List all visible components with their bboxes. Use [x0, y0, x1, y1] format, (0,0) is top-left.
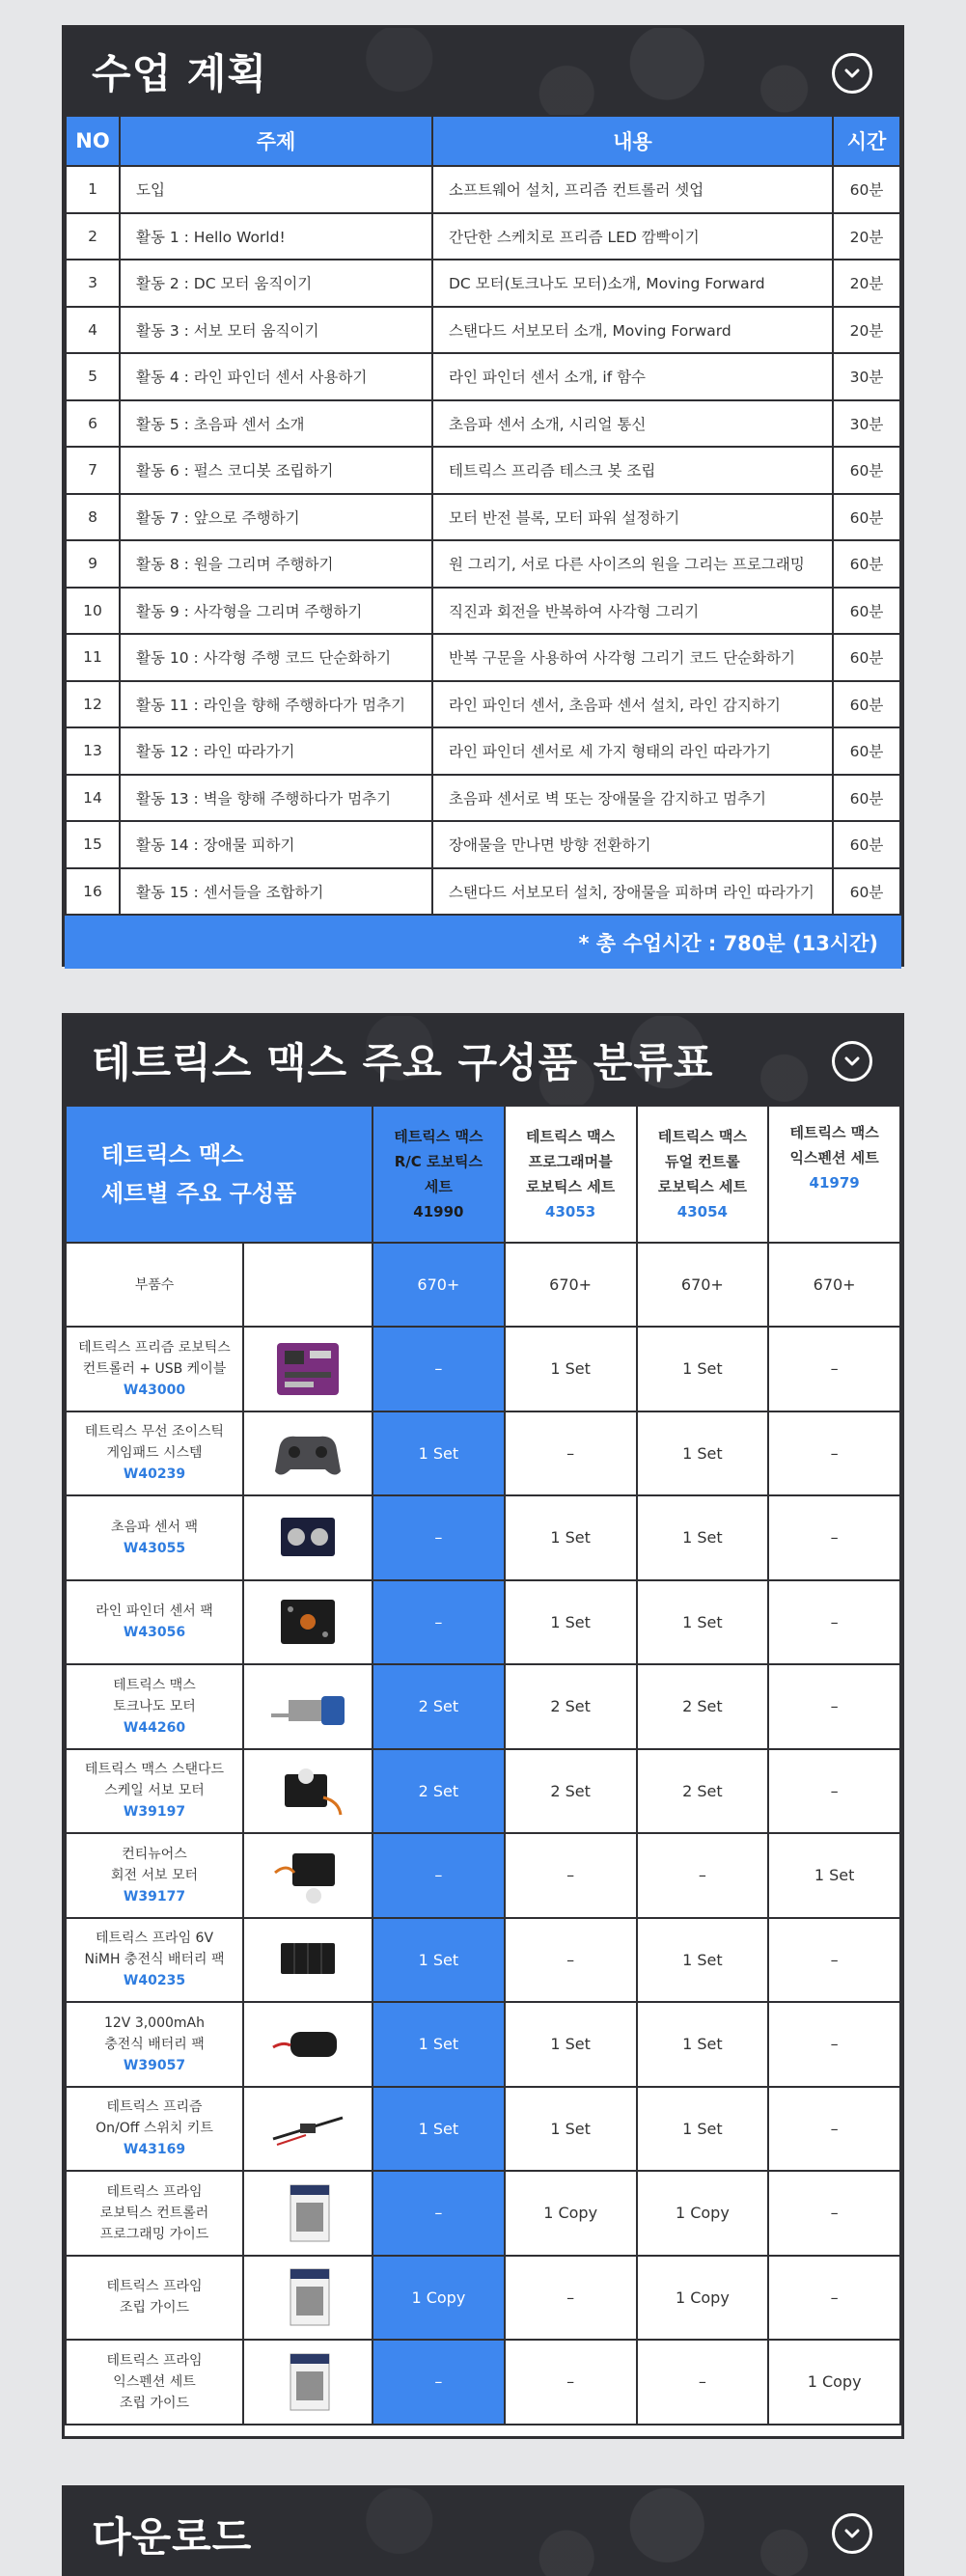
- component-row: [66, 1495, 900, 1580]
- lesson-plan-table: [65, 115, 901, 916]
- component-name-line: 충전식 배터리 팩: [104, 2036, 205, 2052]
- component-row: [66, 2087, 900, 2172]
- row-content: 모터 반전 블록, 모터 파워 설정하기: [432, 494, 833, 541]
- component-name-line: On/Off 스위치 키트: [96, 2121, 213, 2137]
- component-quantity: 2 Set: [637, 1664, 769, 1749]
- lesson-plan-header: [65, 28, 901, 115]
- row-content: 테트릭스 프리즘 테스크 봇 조립: [432, 447, 833, 494]
- component-row: [66, 1411, 900, 1496]
- component-name-line: 로보틱스 컨트롤러: [99, 2205, 209, 2221]
- row-number: 5: [66, 353, 120, 400]
- component-name-line: 스케일 서보 모터: [104, 1783, 205, 1799]
- component-quantity: 1 Copy: [637, 2256, 769, 2341]
- component-quantity: 1 Copy: [505, 2171, 637, 2256]
- component-quantity: –: [373, 1833, 505, 1918]
- servo-motor-icon: [267, 1781, 348, 1799]
- set-name-line: 테트릭스 맥스: [394, 1128, 483, 1145]
- component-image-cell: [243, 1495, 373, 1580]
- row-time: 60분: [833, 821, 900, 868]
- component-quantity: –: [505, 1411, 637, 1496]
- component-name-line: 라인 파인더 센서 팩: [96, 1603, 213, 1620]
- col-no: NO: [66, 116, 120, 166]
- empty-image-cell: [243, 1243, 373, 1327]
- component-name-line: 컨티뉴어스: [122, 1846, 187, 1862]
- table-row: [66, 494, 900, 541]
- download-title: 다운로드: [92, 2513, 253, 2561]
- component-name-line: 테트릭스 프라임: [106, 2183, 203, 2200]
- row-time: 60분: [833, 494, 900, 541]
- component-quantity: 1 Set: [373, 1918, 505, 2003]
- component-quantity: –: [768, 2002, 900, 2087]
- component-row: [66, 1580, 900, 1665]
- switch-kit-icon: [267, 2119, 348, 2137]
- component-name-cell: [66, 1327, 243, 1411]
- set-code: 41979: [809, 1174, 860, 1192]
- controller-board-icon: [267, 1358, 348, 1377]
- row-content: 반복 구문을 사용하여 사각형 그리기 코드 단순화하기: [432, 634, 833, 681]
- row-topic: 활동 9 : 사각형을 그리며 주행하기: [120, 588, 432, 635]
- row-topic: 활동 15 : 센서들을 조합하기: [120, 868, 432, 916]
- part-count-value: 670+: [505, 1243, 637, 1327]
- row-time: 30분: [833, 400, 900, 448]
- component-quantity: –: [768, 2256, 900, 2341]
- row-content: 간단한 스케치로 프리즘 LED 깜빡이기: [432, 213, 833, 260]
- row-number: 16: [66, 868, 120, 916]
- row-number: 10: [66, 588, 120, 635]
- col-time: 시간: [833, 116, 900, 166]
- lesson-plan-panel: [62, 25, 904, 967]
- table-row: [66, 353, 900, 400]
- component-name-cell: [66, 1411, 243, 1496]
- component-quantity: –: [768, 1664, 900, 1749]
- component-quantity: –: [505, 2340, 637, 2425]
- set-header-43053: [505, 1106, 637, 1243]
- component-quantity: –: [768, 1918, 900, 2003]
- row-time: 60분: [833, 447, 900, 494]
- guide-book-icon: [267, 2288, 348, 2306]
- component-quantity: –: [373, 1495, 505, 1580]
- component-quantity: 1 Set: [505, 1327, 637, 1411]
- row-time: 60분: [833, 588, 900, 635]
- table-row: [66, 634, 900, 681]
- collapse-chevron-icon[interactable]: [832, 53, 872, 94]
- row-time: 60분: [833, 166, 900, 213]
- row-topic: 활동 13 : 벽을 향해 주행하다가 멈추기: [120, 775, 432, 822]
- table-row: [66, 166, 900, 213]
- row-time: 60분: [833, 868, 900, 916]
- component-name-line: 토크나도 모터: [113, 1698, 196, 1714]
- component-quantity: 1 Set: [637, 2002, 769, 2087]
- component-row: [66, 2171, 900, 2256]
- set-name-line: 테트릭스 맥스: [526, 1128, 616, 1145]
- component-quantity: –: [505, 1918, 637, 2003]
- component-name-cell: [66, 1580, 243, 1665]
- table-row: [66, 727, 900, 775]
- component-name-cell: [66, 1495, 243, 1580]
- component-name-line: 테트릭스 맥스: [113, 1677, 196, 1693]
- table-row: [66, 400, 900, 448]
- component-quantity: 1 Set: [505, 2087, 637, 2172]
- component-image-cell: [243, 2340, 373, 2425]
- component-quantity: –: [373, 1580, 505, 1665]
- row-number: 4: [66, 307, 120, 354]
- components-title: 테트릭스 맥스 주요 구성품 분류표: [92, 1039, 714, 1086]
- component-name-line: 12V 3,000mAh: [103, 2014, 205, 2031]
- component-row: [66, 2340, 900, 2425]
- guide-book-icon: [267, 2203, 348, 2221]
- component-image-cell: [243, 1749, 373, 1834]
- component-quantity: –: [768, 1495, 900, 1580]
- row-topic: 활동 6 : 펄스 코디봇 조립하기: [120, 447, 432, 494]
- component-row: [66, 2002, 900, 2087]
- component-quantity: 1 Set: [373, 1411, 505, 1496]
- battery-pack-12v-icon: [267, 2034, 348, 2052]
- continuous-servo-icon: [267, 1865, 348, 1883]
- part-count-value: 670+: [373, 1243, 505, 1327]
- component-image-cell: [243, 2087, 373, 2172]
- table-row: [66, 821, 900, 868]
- component-quantity: 1 Set: [637, 1495, 769, 1580]
- row-topic: 활동 5 : 초음파 센서 소개: [120, 400, 432, 448]
- component-code: W43169: [123, 2142, 186, 2158]
- component-name-cell: [66, 2256, 243, 2341]
- row-content: 원 그리기, 서로 다른 사이즈의 원을 그리는 프로그래밍: [432, 540, 833, 588]
- gamepad-icon: [267, 1443, 348, 1462]
- row-number: 3: [66, 260, 120, 307]
- component-quantity: 1 Set: [505, 1495, 637, 1580]
- part-count-value: 670+: [637, 1243, 769, 1327]
- set-name-line: 익스펜션 세트: [789, 1149, 879, 1166]
- component-name-line: 테트릭스 프라임: [106, 2279, 203, 2295]
- set-name-line: R/C 로보틱스: [394, 1153, 483, 1170]
- row-topic: 활동 4 : 라인 파인더 센서 사용하기: [120, 353, 432, 400]
- component-quantity: 1 Set: [373, 2002, 505, 2087]
- component-quantity: –: [505, 1833, 637, 1918]
- dc-motor-icon: [267, 1696, 348, 1714]
- component-image-cell: [243, 2256, 373, 2341]
- component-row: [66, 1664, 900, 1749]
- row-content: 라인 파인더 센서로 세 가지 형태의 라인 따라가기: [432, 727, 833, 775]
- component-image-cell: [243, 1833, 373, 1918]
- row-content: 직진과 회전을 반복하여 사각형 그리기: [432, 588, 833, 635]
- component-name-cell: [66, 2340, 243, 2425]
- components-panel: [62, 1013, 904, 2439]
- component-quantity: –: [768, 2171, 900, 2256]
- component-quantity: 1 Copy: [637, 2171, 769, 2256]
- component-quantity: –: [505, 2256, 637, 2341]
- row-number: 12: [66, 681, 120, 728]
- component-code: W40239: [123, 1466, 186, 1483]
- table-row: [66, 307, 900, 354]
- set-code: 41990: [413, 1203, 464, 1220]
- components-header-cell: [66, 1106, 373, 1243]
- set-name-line: 듀얼 컨트롤: [665, 1153, 740, 1170]
- lesson-plan-title: 수업 계획: [92, 50, 267, 97]
- table-row: [66, 447, 900, 494]
- line-finder-sensor-icon: [267, 1612, 348, 1631]
- component-name-line: 회전 서보 모터: [110, 1867, 199, 1883]
- component-quantity: –: [373, 2340, 505, 2425]
- set-name-line: 프로그래머블: [528, 1153, 613, 1170]
- component-image-cell: [243, 2002, 373, 2087]
- row-topic: 활동 12 : 라인 따라가기: [120, 727, 432, 775]
- component-name-line: 테트릭스 프리즘 로보틱스: [78, 1339, 231, 1356]
- set-name-line: 테트릭스 맥스: [789, 1124, 879, 1141]
- component-quantity: –: [637, 2340, 769, 2425]
- component-code: W43055: [123, 1540, 186, 1556]
- set-name-line: 로보틱스 세트: [657, 1178, 747, 1195]
- component-name-cell: [66, 2171, 243, 2256]
- row-number: 13: [66, 727, 120, 775]
- component-code: W44260: [123, 1719, 186, 1736]
- row-content: 소프트웨어 설치, 프리즘 컨트롤러 셋업: [432, 166, 833, 213]
- row-number: 1: [66, 166, 120, 213]
- table-row: [66, 868, 900, 916]
- row-time: 30분: [833, 353, 900, 400]
- row-time: 60분: [833, 775, 900, 822]
- component-name-line: 초음파 센서 팩: [110, 1519, 199, 1535]
- row-number: 9: [66, 540, 120, 588]
- row-time: 60분: [833, 540, 900, 588]
- component-image-cell: [243, 1918, 373, 2003]
- component-quantity: 2 Set: [373, 1664, 505, 1749]
- component-name-line: 테트릭스 프리즘: [106, 2099, 203, 2116]
- row-topic: 활동 3 : 서보 모터 움직이기: [120, 307, 432, 354]
- table-row: [66, 540, 900, 588]
- component-image-cell: [243, 1411, 373, 1496]
- component-quantity: 1 Copy: [373, 2256, 505, 2341]
- row-time: 60분: [833, 727, 900, 775]
- component-quantity: 2 Set: [373, 1749, 505, 1834]
- component-quantity: –: [768, 2087, 900, 2172]
- row-topic: 활동 2 : DC 모터 움직이기: [120, 260, 432, 307]
- component-row: [66, 1833, 900, 1918]
- collapse-chevron-icon[interactable]: [832, 1041, 872, 1082]
- component-row: [66, 1327, 900, 1411]
- table-row: [66, 260, 900, 307]
- component-name-cell: [66, 2087, 243, 2172]
- component-name-line: 컨트롤러 + USB 케이블: [82, 1360, 227, 1377]
- component-quantity: –: [637, 1833, 769, 1918]
- component-name-line: 테트릭스 프라임: [106, 2352, 203, 2369]
- row-topic: 활동 1 : Hello World!: [120, 213, 432, 260]
- row-number: 8: [66, 494, 120, 541]
- component-name-line: 조립 가이드: [119, 2395, 190, 2411]
- row-content: 라인 파인더 센서, 초음파 센서 설치, 라인 감지하기: [432, 681, 833, 728]
- components-header: [65, 1016, 901, 1105]
- col-topic: 주제: [120, 116, 432, 166]
- row-time: 60분: [833, 681, 900, 728]
- row-topic: 활동 7 : 앞으로 주행하기: [120, 494, 432, 541]
- component-name-line: 게임패드 시스템: [106, 1445, 203, 1462]
- component-quantity: 1 Set: [637, 1580, 769, 1665]
- component-quantity: 1 Copy: [768, 2340, 900, 2425]
- set-code: 43053: [545, 1203, 596, 1220]
- component-name-cell: [66, 1664, 243, 1749]
- component-name-line: 테트릭스 프라임 6V: [95, 1931, 214, 1947]
- row-topic: 활동 10 : 사각형 주행 코드 단순화하기: [120, 634, 432, 681]
- component-quantity: 1 Set: [637, 1918, 769, 2003]
- components-table: [65, 1105, 901, 2425]
- table-row: [66, 588, 900, 635]
- set-header-41979: [768, 1106, 900, 1243]
- guide-book-icon: [267, 2371, 348, 2390]
- part-count-label: 부품수: [66, 1243, 243, 1327]
- component-name-line: 프로그래밍 가이드: [99, 2226, 209, 2242]
- row-content: DC 모터(토크나도 모터)소개, Moving Forward: [432, 260, 833, 307]
- row-content: 장애물을 만나면 방향 전환하기: [432, 821, 833, 868]
- component-image-cell: [243, 1664, 373, 1749]
- component-quantity: 1 Set: [637, 2087, 769, 2172]
- row-number: 6: [66, 400, 120, 448]
- component-quantity: 1 Set: [373, 2087, 505, 2172]
- battery-pack-6v-icon: [267, 1950, 348, 1968]
- row-number: 15: [66, 821, 120, 868]
- row-time: 20분: [833, 213, 900, 260]
- component-quantity: –: [768, 1327, 900, 1411]
- component-quantity: 1 Set: [637, 1411, 769, 1496]
- row-topic: 활동 14 : 장애물 피하기: [120, 821, 432, 868]
- total-time-footer: [65, 916, 901, 969]
- component-quantity: –: [373, 2171, 505, 2256]
- component-quantity: –: [768, 1580, 900, 1665]
- component-image-cell: [243, 2171, 373, 2256]
- component-quantity: –: [768, 1411, 900, 1496]
- header-line-2: 세트별 주요 구성품: [101, 1180, 297, 1207]
- component-quantity: 1 Set: [637, 1327, 769, 1411]
- set-code: 43054: [676, 1203, 728, 1220]
- set-name-line: 테트릭스 맥스: [657, 1128, 747, 1145]
- component-name-cell: [66, 1833, 243, 1918]
- row-number: 2: [66, 213, 120, 260]
- row-content: 초음파 센서 소개, 시리얼 통신: [432, 400, 833, 448]
- table-row: [66, 213, 900, 260]
- component-quantity: –: [768, 1749, 900, 1834]
- component-name-line: 테트릭스 무선 조이스틱: [84, 1424, 225, 1440]
- row-time: 20분: [833, 307, 900, 354]
- row-content: 라인 파인더 센서 소개, if 함수: [432, 353, 833, 400]
- set-name-line: 로보틱스 세트: [526, 1178, 616, 1195]
- component-name-line: NiMH 충전식 배터리 팩: [84, 1952, 225, 1968]
- row-number: 7: [66, 447, 120, 494]
- table-row: [66, 681, 900, 728]
- set-header-43054: [637, 1106, 769, 1243]
- component-code: W40235: [123, 1973, 186, 1989]
- component-row: [66, 1749, 900, 1834]
- component-quantity: 2 Set: [505, 1749, 637, 1834]
- component-code: W39057: [123, 2057, 186, 2073]
- component-quantity: 1 Set: [505, 2002, 637, 2087]
- row-topic: 활동 8 : 원을 그리며 주행하기: [120, 540, 432, 588]
- component-image-cell: [243, 1327, 373, 1411]
- row-number: 14: [66, 775, 120, 822]
- row-time: 20분: [833, 260, 900, 307]
- component-quantity: 1 Set: [768, 1833, 900, 1918]
- row-topic: 도입: [120, 166, 432, 213]
- set-name-line: 세트: [424, 1178, 453, 1195]
- part-count-row: [66, 1243, 900, 1327]
- header-line-1: 테트릭스 맥스: [101, 1141, 244, 1168]
- component-name-line: 조립 가이드: [119, 2300, 190, 2316]
- row-time: 60분: [833, 634, 900, 681]
- row-number: 11: [66, 634, 120, 681]
- component-code: W39177: [123, 1888, 186, 1905]
- component-quantity: 2 Set: [637, 1749, 769, 1834]
- row-topic: 활동 11 : 라인을 향해 주행하다가 멈추기: [120, 681, 432, 728]
- row-content: 스탠다드 서보모터 설치, 장애물을 피하며 라인 따라가기: [432, 868, 833, 916]
- component-row: [66, 1918, 900, 2003]
- component-name-line: 테트릭스 맥스 스탠다드: [84, 1762, 225, 1778]
- ultrasonic-sensor-icon: [267, 1527, 348, 1546]
- component-code: W43000: [123, 1382, 186, 1398]
- component-name-line: 익스펜션 세트: [113, 2373, 196, 2390]
- row-content: 스탠다드 서보모터 소개, Moving Forward: [432, 307, 833, 354]
- total-time-text: * 총 수업시간 : 780분 (13시간): [578, 931, 878, 955]
- component-name-cell: [66, 1918, 243, 2003]
- row-content: 초음파 센서로 벽 또는 장애물을 감지하고 멈추기: [432, 775, 833, 822]
- component-quantity: –: [373, 1327, 505, 1411]
- download-panel: [62, 2485, 904, 2576]
- component-name-cell: [66, 1749, 243, 1834]
- set-header-41990: [373, 1106, 505, 1243]
- col-content: 내용: [432, 116, 833, 166]
- part-count-value: 670+: [768, 1243, 900, 1327]
- table-row: [66, 775, 900, 822]
- collapse-chevron-icon[interactable]: [832, 2513, 872, 2554]
- component-quantity: 2 Set: [505, 1664, 637, 1749]
- component-quantity: 1 Set: [505, 1580, 637, 1665]
- component-image-cell: [243, 1580, 373, 1665]
- component-code: W39197: [123, 1804, 186, 1821]
- component-code: W43056: [123, 1625, 186, 1641]
- component-row: [66, 2256, 900, 2341]
- download-header: [65, 2488, 901, 2576]
- component-name-cell: [66, 2002, 243, 2087]
